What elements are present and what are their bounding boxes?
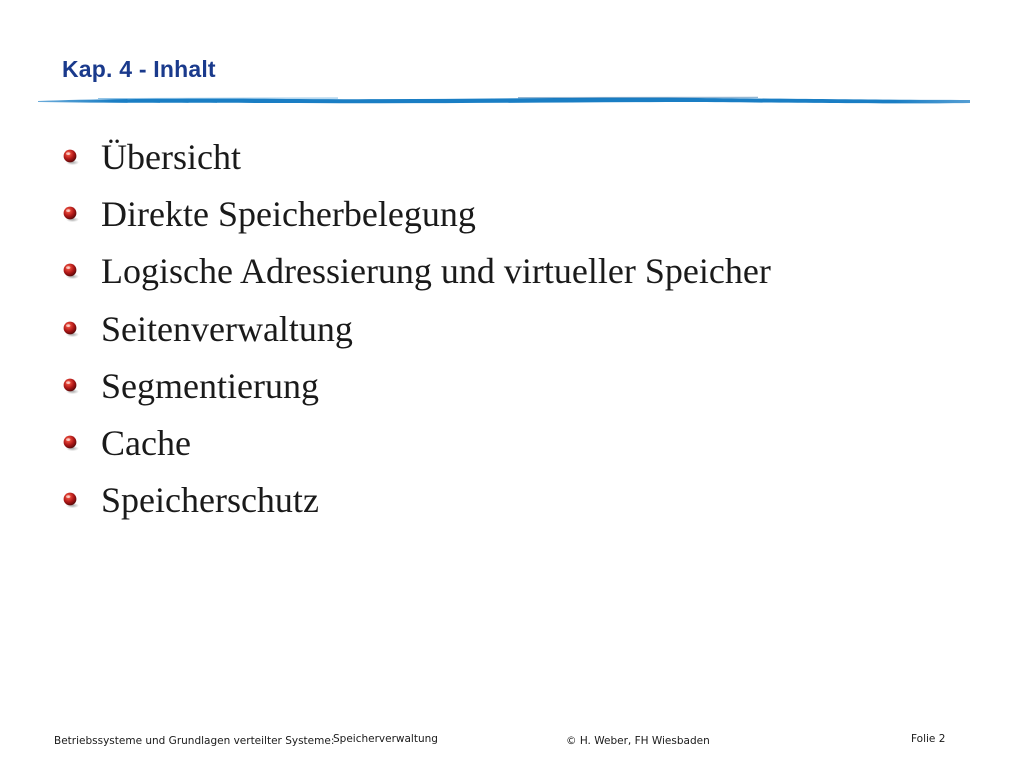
red-sphere-icon [62,434,80,452]
footer-copyright: © H. Weber, FH Wiesbaden [566,735,710,747]
title-underline [38,94,970,108]
red-sphere-icon [62,377,80,395]
red-sphere-icon [62,491,80,509]
bullet-label: Segmentierung [101,365,319,406]
footer-slide-number: Folie 2 [911,733,946,745]
bullet-list [62,128,771,529]
red-sphere-icon [62,262,80,280]
bullet-label: Logische Adressierung und virtueller Speicher [101,251,771,292]
bullet-label: Cache [101,423,191,464]
bullet-label: Speicherschutz [101,480,319,521]
red-sphere-icon [62,320,80,338]
red-sphere-icon [62,148,80,166]
slide-title: Kap. 4 - Inhalt [62,56,216,82]
list-item [62,185,771,242]
footer-topic: Speicherverwaltung [333,733,438,745]
bullet-label: Direkte Speicherbelegung [101,193,476,234]
list-item [62,414,771,471]
list-item [62,300,771,357]
footer-course-title: Betriebssysteme und Grundlagen verteilter Systeme: [54,735,335,747]
bullet-label: Seitenverwaltung [101,308,353,349]
list-item [62,357,771,414]
list-item [62,472,771,529]
list-item [62,128,771,185]
bullet-label: Übersicht [101,136,241,177]
red-sphere-icon [62,205,80,223]
list-item [62,243,771,300]
